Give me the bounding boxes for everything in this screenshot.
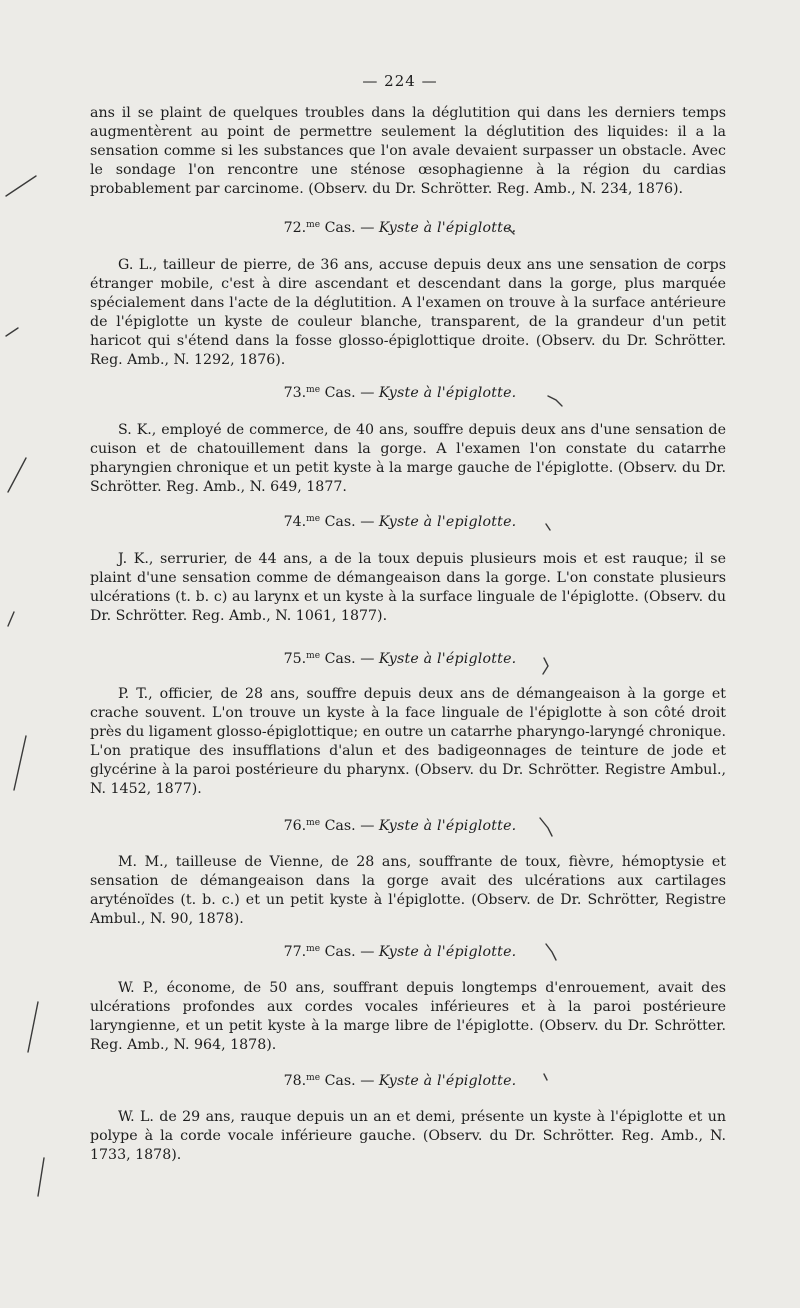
case-title: Kyste à l'épiglotte. xyxy=(378,651,517,667)
margin-pencil-stroke xyxy=(8,458,26,492)
case-dash: — xyxy=(360,818,375,834)
case-title: Kyste à l'epiglotte. xyxy=(378,514,517,530)
heading-pencil-tick xyxy=(543,658,548,674)
case-number-suffix: me xyxy=(306,944,321,954)
heading-pencil-tick xyxy=(508,228,514,234)
case-title: Kyste à l'épiglotte. xyxy=(378,385,517,401)
margin-pencil-stroke xyxy=(14,736,26,790)
case-number-suffix: me xyxy=(306,818,321,828)
case-number: 74. xyxy=(283,514,307,530)
case-text-74: J. K., serrurier, de 44 ans, a de la toux depuis plusieurs mois et est rauque; il se plaint d'une sensation comme de démangeaison dans la gorge. L'on constate plusieurs ulcérations (t. b. c) au larynx et un kyste à la surface linguale de l'épiglotte. (Observ. du Dr. Schrötter. Reg. Amb., N. 1061, 1877). xyxy=(90,551,726,624)
case-dash: — xyxy=(360,651,375,667)
margin-pencil-stroke xyxy=(6,176,36,196)
case-text-77: W. P., économe, de 50 ans, souffrant depuis longtemps d'enrouement, avait des ulcérations profondes aux cordes vocales inférieures et à la paroi postérieure laryngienne, et un petit kyste à la marge libre de l'épiglotte. (Observ. du Dr. Schrötter. Reg. Amb., N. 964, 1878). xyxy=(90,980,726,1053)
case-number-suffix: me xyxy=(306,220,321,230)
heading-pencil-tick xyxy=(546,944,556,960)
heading-pencil-tick xyxy=(546,524,550,530)
case-number: 78. xyxy=(283,1073,307,1089)
margin-pencil-stroke xyxy=(38,1158,44,1196)
margin-pencil-stroke xyxy=(28,1002,38,1052)
case-label: Cas. xyxy=(324,220,356,236)
case-number: 73. xyxy=(283,385,307,401)
case-number: 76. xyxy=(283,818,307,834)
case-text-73: S. K., employé de commerce, de 40 ans, souffre depuis deux ans d'une sensation de cuison et de chatouillement dans la gorge. A l'examen l'on constate du catarrhe pharyngien chronique et un petit kyste à la marge gauche de l'épiglotte. (Observ. du Dr. Schrötter. Reg. Amb., N. 649, 1877. xyxy=(90,422,726,495)
case-title: Kyste à l'épiglotte. xyxy=(378,944,517,960)
case-label: Cas. xyxy=(324,944,356,960)
intro-paragraph: ans il se plaint de quelques troubles dans la déglutition qui dans les derniers temps augmentèrent au point de permettre seulement la déglutition des liquides: il a la sensation comme si les substances que l'on avale devaient surpasser un obstacle. Avec le sondage l'on rencontre une sténose œsophagienne à la région du cardias probablement par carcinome. (Observ. du Dr. Schrötter. Reg. Amb., N. 234, 1876). xyxy=(90,105,726,197)
case-title: Kyste à l'épiglotte. xyxy=(378,220,517,236)
case-dash: — xyxy=(360,944,375,960)
case-dash: — xyxy=(360,514,375,530)
case-number-suffix: me xyxy=(306,514,321,524)
case-number: 77. xyxy=(283,944,307,960)
case-label: Cas. xyxy=(324,1073,356,1089)
case-title: Kyste à l'épiglotte. xyxy=(378,818,517,834)
heading-pencil-tick xyxy=(544,1074,547,1080)
case-text-75: P. T., officier, de 28 ans, souffre depuis deux ans de démangeaison à la gorge et crache souvent. L'on trouve un kyste à la face linguale de l'épiglotte à son côté droit près du ligament glosso-épiglottique; en outre un catarrhe pharyngo-laryngé chronique. L'on pratique des insufflations d'alun et des badigeonnages de teinture de jode et glycérine à la paroi postérieure du pharynx. (Observ. du Dr. Schrötter. Registre Ambul., N. 1452, 1877). xyxy=(90,686,726,797)
case-number: 75. xyxy=(283,651,307,667)
case-label: Cas. xyxy=(324,385,356,401)
case-dash: — xyxy=(360,220,375,236)
heading-pencil-tick xyxy=(540,818,552,836)
case-title: Kyste à l'épiglotte. xyxy=(378,1073,517,1089)
case-number-suffix: me xyxy=(306,385,321,395)
case-number-suffix: me xyxy=(306,1073,321,1083)
case-label: Cas. xyxy=(324,818,356,834)
case-number-suffix: me xyxy=(306,651,321,661)
case-text-72: G. L., tailleur de pierre, de 36 ans, accuse depuis deux ans une sensation de corps étranger mobile, c'est à dire ascendant et descendant dans la gorge, plus marquée spécialement dans l'acte de la déglutition. A l'examen on trouve à la surface antérieure de l'épiglotte un kyste de couleur blanche, transparent, de la grandeur d'un petit haricot qui s'étend dans la fosse glosso-épiglottique droite. (Observ. du Dr. Schrötter. Reg. Amb., N. 1292, 1876). xyxy=(90,257,726,368)
case-number: 72. xyxy=(283,220,307,236)
case-text-76: M. M., tailleuse de Vienne, de 28 ans, souffrante de toux, fièvre, hémoptysie et sensation de démangeaison dans la gorge avait des ulcérations aux cartilages aryténoïdes (t. b. c.) et un petit kyste à l'épiglotte. (Observ. de Dr. Schrötter, Registre Ambul., N. 90, 1878). xyxy=(90,854,726,927)
case-text-78: W. L. de 29 ans, rauque depuis un an et demi, présente un kyste à l'épiglotte et un polype à la corde vocale inférieure gauche. (Observ. du Dr. Schrötter. Reg. Amb., N. 1733, 1878). xyxy=(90,1109,726,1163)
margin-pencil-stroke xyxy=(6,328,18,336)
case-label: Cas. xyxy=(324,514,356,530)
margin-pencil-stroke xyxy=(8,612,14,626)
heading-pencil-tick xyxy=(548,396,562,406)
page-number: — 224 — xyxy=(362,72,438,90)
case-label: Cas. xyxy=(324,651,356,667)
case-dash: — xyxy=(360,385,375,401)
case-dash: — xyxy=(360,1073,375,1089)
